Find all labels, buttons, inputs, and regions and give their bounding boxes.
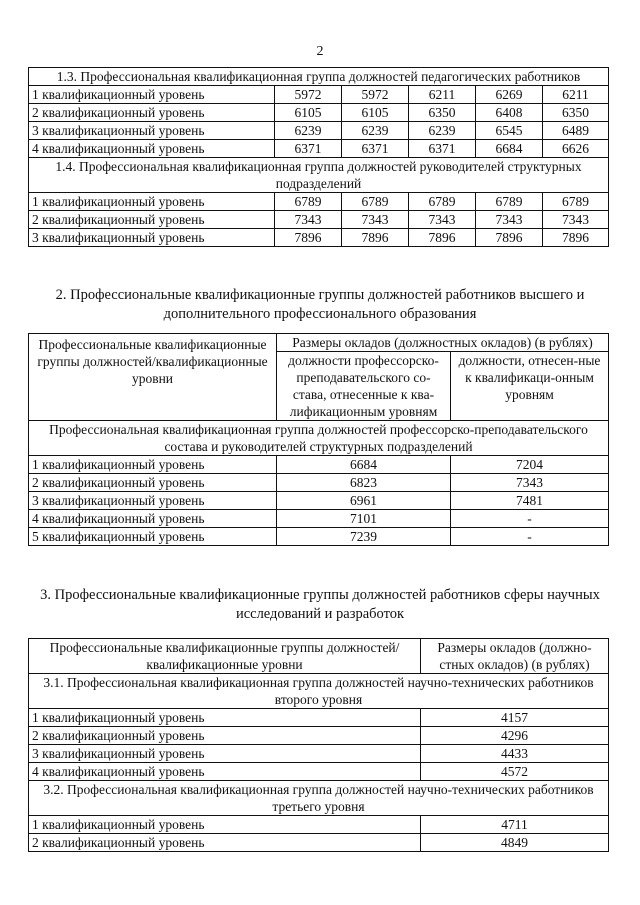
salary-faculty-cell: 6961 bbox=[277, 492, 451, 510]
header-salaries: Размеры окладов (должно-стных окладов) (в рублях) bbox=[421, 639, 609, 674]
group-title: 3.2. Профессиональная квалификационная группа должностей научно-технических работников третьего уровня bbox=[29, 781, 609, 816]
table-row bbox=[29, 456, 609, 474]
table-row bbox=[29, 727, 609, 745]
group-title: 1.4. Профессиональная квалификационная группа должностей руководителей структурных подразделений bbox=[29, 158, 609, 193]
level-cell: 4 квалификационный уровень bbox=[29, 140, 275, 158]
level-cell: 2 квалификационный уровень bbox=[29, 727, 421, 745]
salary-cell: 7343 bbox=[543, 211, 609, 229]
salary-cell: 4711 bbox=[421, 816, 609, 834]
table-row bbox=[29, 745, 609, 763]
salary-other-cell: 7481 bbox=[451, 492, 609, 510]
salary-cell: 6789 bbox=[543, 193, 609, 211]
salary-cell: 7896 bbox=[275, 229, 342, 247]
salary-faculty-cell: 6684 bbox=[277, 456, 451, 474]
salary-cell: 6350 bbox=[409, 104, 476, 122]
table-row bbox=[29, 193, 609, 211]
table-row bbox=[29, 229, 609, 247]
salary-cell: 4296 bbox=[421, 727, 609, 745]
salary-cell: 6789 bbox=[409, 193, 476, 211]
section-2-title: 2. Профессиональные квалификационные группы должностей работников высшего и дополнительного профессионального образования bbox=[55, 287, 585, 322]
table-row bbox=[29, 834, 609, 852]
level-cell: 4 квалификационный уровень bbox=[29, 763, 421, 781]
level-cell: 2 квалификационный уровень bbox=[29, 211, 275, 229]
salary-cell: 7896 bbox=[409, 229, 476, 247]
salary-cell: 6269 bbox=[476, 86, 543, 104]
salary-cell: 6105 bbox=[342, 104, 409, 122]
salary-cell: 6545 bbox=[476, 122, 543, 140]
table-row bbox=[29, 474, 609, 492]
salary-cell: 4849 bbox=[421, 834, 609, 852]
salary-other-cell: - bbox=[451, 528, 609, 546]
salary-cell: 6105 bbox=[275, 104, 342, 122]
table-row bbox=[29, 528, 609, 546]
header-col-faculty: должности профессорско-преподавательского со-става, отнесенные к ква-лификационным уровням bbox=[277, 352, 451, 421]
salary-cell: 7343 bbox=[342, 211, 409, 229]
salary-other-cell: 7204 bbox=[451, 456, 609, 474]
salary-cell: 6239 bbox=[342, 122, 409, 140]
table-research bbox=[28, 638, 609, 852]
level-cell: 2 квалификационный уровень bbox=[29, 104, 275, 122]
salary-cell: 4157 bbox=[421, 709, 609, 727]
table-row bbox=[29, 122, 609, 140]
salary-cell: 6789 bbox=[275, 193, 342, 211]
salary-cell: 7343 bbox=[409, 211, 476, 229]
salary-cell: 6211 bbox=[409, 86, 476, 104]
salary-faculty-cell: 7239 bbox=[277, 528, 451, 546]
header-salaries: Размеры окладов (должностных окладов) (в рублях) bbox=[277, 334, 609, 352]
group-header-row bbox=[29, 68, 609, 86]
salary-cell: 6239 bbox=[275, 122, 342, 140]
salary-cell: 5972 bbox=[342, 86, 409, 104]
level-cell: 3 квалификационный уровень bbox=[29, 492, 277, 510]
table-row bbox=[29, 104, 609, 122]
salary-cell: 6211 bbox=[543, 86, 609, 104]
salary-cell: 6371 bbox=[409, 140, 476, 158]
salary-cell: 4572 bbox=[421, 763, 609, 781]
salary-cell: 6684 bbox=[476, 140, 543, 158]
salary-cell: 6239 bbox=[409, 122, 476, 140]
subgroup-title: Профессиональная квалификационная группа должностей профессорско-преподавательского состава и руководителей структурных подразделений bbox=[29, 421, 609, 456]
salary-cell: 4433 bbox=[421, 745, 609, 763]
header-col-other: должности, отнесен-ные к квалификаци-онным уровням bbox=[451, 352, 609, 421]
salary-cell: 7343 bbox=[275, 211, 342, 229]
page-number: 2 bbox=[316, 44, 324, 59]
table-row bbox=[29, 763, 609, 781]
table-pedagogical-and-heads bbox=[28, 67, 609, 247]
level-cell: 2 квалификационный уровень bbox=[29, 474, 277, 492]
salary-cell: 7896 bbox=[543, 229, 609, 247]
salary-cell: 6489 bbox=[543, 122, 609, 140]
salary-cell: 6371 bbox=[342, 140, 409, 158]
table-row bbox=[29, 492, 609, 510]
salary-cell: 7896 bbox=[476, 229, 543, 247]
level-cell: 4 квалификационный уровень bbox=[29, 510, 277, 528]
level-cell: 1 квалификационный уровень bbox=[29, 86, 275, 104]
level-cell: 1 квалификационный уровень bbox=[29, 709, 421, 727]
salary-cell: 6789 bbox=[342, 193, 409, 211]
level-cell: 1 квалификационный уровень bbox=[29, 193, 275, 211]
salary-cell: 7343 bbox=[476, 211, 543, 229]
section-3-title: 3. Профессиональные квалификационные группы должностей работников сферы научных исследований и разработок bbox=[40, 587, 600, 622]
level-cell: 3 квалификационный уровень bbox=[29, 229, 275, 247]
salary-other-cell: - bbox=[451, 510, 609, 528]
group-title: 3.1. Профессиональная квалификационная группа должностей научно-технических работников второго уровня bbox=[29, 674, 609, 709]
level-cell: 3 квалификационный уровень bbox=[29, 122, 275, 140]
level-cell: 5 квалификационный уровень bbox=[29, 528, 277, 546]
header-groups: Профессиональные квалификационные группы должностей/квалификационные уровни bbox=[29, 334, 277, 421]
table-row bbox=[29, 86, 609, 104]
table-row bbox=[29, 140, 609, 158]
salary-cell: 7896 bbox=[342, 229, 409, 247]
salary-cell: 6350 bbox=[543, 104, 609, 122]
salary-cell: 6371 bbox=[275, 140, 342, 158]
salary-cell: 6408 bbox=[476, 104, 543, 122]
level-cell: 2 квалификационный уровень bbox=[29, 834, 421, 852]
table-row bbox=[29, 709, 609, 727]
table-row bbox=[29, 211, 609, 229]
table-row bbox=[29, 510, 609, 528]
salary-cell: 6626 bbox=[543, 140, 609, 158]
salary-faculty-cell: 6823 bbox=[277, 474, 451, 492]
salary-other-cell: 7343 bbox=[451, 474, 609, 492]
level-cell: 3 квалификационный уровень bbox=[29, 745, 421, 763]
group-header-row bbox=[29, 158, 609, 193]
table-higher-education bbox=[28, 333, 609, 546]
header-groups: Профессиональные квалификационные группы должностей/квалификационные уровни bbox=[29, 639, 421, 674]
group-title: 1.3. Профессиональная квалификационная группа должностей педагогических работников bbox=[29, 68, 609, 86]
level-cell: 1 квалификационный уровень bbox=[29, 456, 277, 474]
salary-faculty-cell: 7101 bbox=[277, 510, 451, 528]
salary-cell: 6789 bbox=[476, 193, 543, 211]
level-cell: 1 квалификационный уровень bbox=[29, 816, 421, 834]
table-row bbox=[29, 816, 609, 834]
salary-cell: 5972 bbox=[275, 86, 342, 104]
